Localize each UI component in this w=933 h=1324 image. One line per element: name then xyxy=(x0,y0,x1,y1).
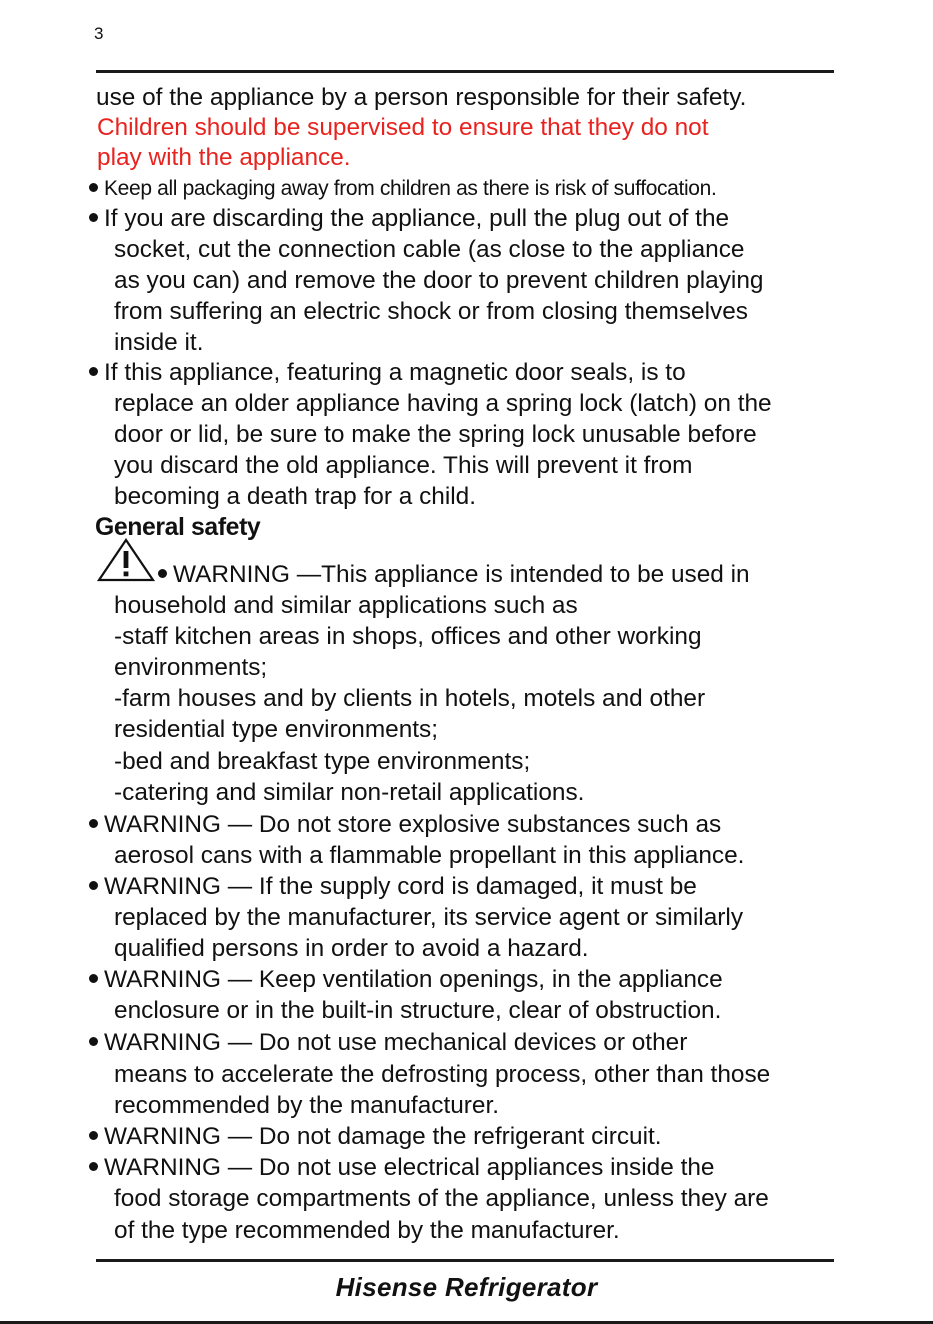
warning-text: means to accelerate the defrosting process, other than those xyxy=(114,1061,771,1088)
bullet-dot-icon xyxy=(158,569,167,578)
bullet-dot-icon xyxy=(89,974,98,983)
bullet-text: you discard the old appliance. This will prevent it from xyxy=(114,452,693,479)
intro-line: use of the appliance by a person responsible for their safety. xyxy=(96,84,747,111)
bullet-text: replace an older appliance having a spring lock (latch) on the xyxy=(114,390,772,417)
warning-text: -staff kitchen areas in shops, offices and other working xyxy=(114,623,702,650)
warning-item xyxy=(89,809,721,840)
footer-brand: Hisense Refrigerator xyxy=(335,1272,598,1302)
warning-text: WARNING — Do not damage the refrigerant circuit. xyxy=(104,1123,662,1150)
bullet-text: inside it. xyxy=(114,329,204,356)
bullet-dot-icon xyxy=(89,213,98,222)
bullet-dot-icon xyxy=(89,183,98,192)
bullet-text: Keep all packaging away from children as there is risk of suffocation. xyxy=(104,177,717,200)
bullet-dot-icon xyxy=(89,881,98,890)
warning-item xyxy=(89,871,697,902)
bullet-text: socket, cut the connection cable (as close to the appliance xyxy=(114,236,745,263)
warning-text: environments; xyxy=(114,654,268,681)
warning-triangle-icon xyxy=(97,538,155,582)
warning-text: recommended by the manufacturer. xyxy=(114,1092,500,1119)
bullet-dot-icon xyxy=(89,819,98,828)
warning-text: -farm houses and by clients in hotels, motels and other xyxy=(114,685,706,712)
bullet-item xyxy=(89,203,729,234)
top-rule xyxy=(96,70,834,73)
bullet-dot-icon xyxy=(89,1131,98,1140)
bullet-text: becoming a death trap for a child. xyxy=(114,483,477,510)
warning-text: -catering and similar non-retail applications. xyxy=(114,779,585,806)
bullet-text: If this appliance, featuring a magnetic door seals, is to xyxy=(104,359,686,386)
warning-text: aerosol cans with a flammable propellant in this appliance. xyxy=(114,842,745,869)
bullet-dot-icon xyxy=(89,367,98,376)
warning-item xyxy=(89,1027,687,1058)
warning-item xyxy=(89,964,723,995)
bullet-text: door or lid, be sure to make the spring lock unusable before xyxy=(114,421,757,448)
bullet-dot-icon xyxy=(89,1162,98,1171)
warning-item xyxy=(89,1152,714,1183)
bullet-item xyxy=(89,357,686,388)
bullet-dot-icon xyxy=(89,1037,98,1046)
bottom-rule xyxy=(96,1259,834,1262)
warning-text: household and similar applications such as xyxy=(114,592,578,619)
warning-text: food storage compartments of the appliance, unless they are xyxy=(114,1185,769,1212)
supervision-warning-line: Children should be supervised to ensure that they do not xyxy=(97,114,709,141)
warning-text: replaced by the manufacturer, its service agent or similarly xyxy=(114,904,744,931)
bullet-text: If you are discarding the appliance, pull the plug out of the xyxy=(104,205,730,232)
warning-text: qualified persons in order to avoid a hazard. xyxy=(114,935,589,962)
page-number: 3 xyxy=(94,24,104,43)
warning-text: WARNING — Do not store explosive substances such as xyxy=(104,811,722,838)
supervision-warning-line: play with the appliance. xyxy=(97,144,351,171)
warning-text: residential type environments; xyxy=(114,716,439,743)
bullet-text: from suffering an electric shock or from closing themselves xyxy=(114,298,748,325)
bullet-text: as you can) and remove the door to prevent children playing xyxy=(114,267,764,294)
warning-text: WARNING —This appliance is intended to be used in xyxy=(173,561,750,588)
warning-text: WARNING — If the supply cord is damaged, it must be xyxy=(104,873,697,900)
warning-text: WARNING — Keep ventilation openings, in the appliance xyxy=(104,966,723,993)
bullet-item xyxy=(89,173,716,204)
warning-text: enclosure or in the built-in structure, clear of obstruction. xyxy=(114,997,722,1024)
warning-text: WARNING — Do not use electrical appliances inside the xyxy=(104,1154,715,1181)
section-heading: General safety xyxy=(95,514,261,541)
warning-text: -bed and breakfast type environments; xyxy=(114,748,531,775)
warning-text: of the type recommended by the manufacturer. xyxy=(114,1217,620,1244)
warning-item xyxy=(158,559,750,590)
warning-item xyxy=(89,1121,662,1152)
warning-text: WARNING — Do not use mechanical devices or other xyxy=(104,1029,688,1056)
